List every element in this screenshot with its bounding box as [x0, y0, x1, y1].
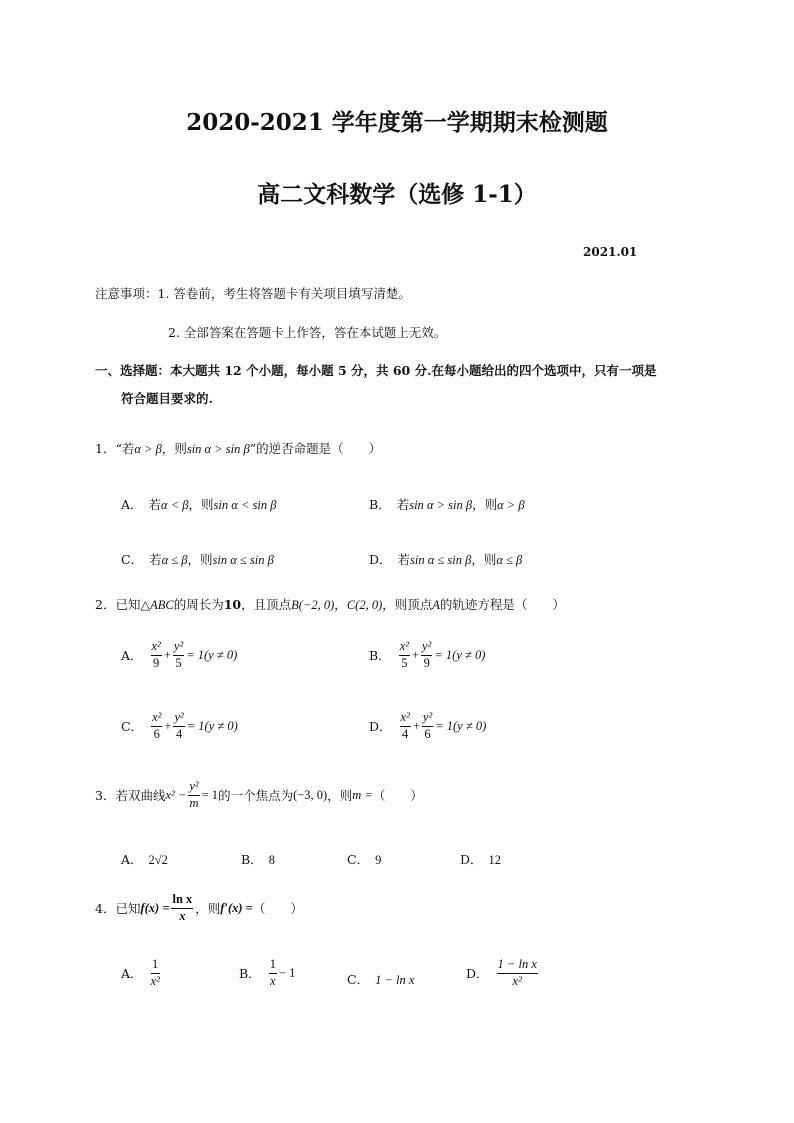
option-value: 1 − ln x — [375, 973, 415, 987]
math-expression: C(2, 0) — [346, 598, 383, 612]
denominator: 9 — [423, 655, 430, 670]
question-text: ，则 — [195, 901, 221, 917]
numerator: y² — [422, 711, 433, 727]
numerator: x² — [399, 640, 410, 656]
math-expression: α > β — [134, 442, 162, 456]
fraction — [421, 640, 432, 671]
option-value: 8 — [268, 853, 275, 867]
question-1-option-a[interactable] — [121, 495, 276, 513]
numerator: y² — [173, 640, 184, 656]
option-text: ，则 — [187, 552, 213, 567]
fraction — [151, 640, 162, 671]
question-text: 已知 — [115, 901, 141, 917]
fraction — [269, 958, 277, 989]
option-label: C． — [347, 852, 370, 867]
denominator: 6 — [153, 726, 160, 741]
math-expression: m = — [352, 787, 373, 802]
option-label: D． — [466, 966, 489, 982]
question-2-option-a[interactable]: A． $\frac{\text{x²}}{9}$ + $\frac{\text{y²}}{5}$ = 1(y ≠ 0) — [121, 639, 238, 670]
fraction — [188, 780, 199, 811]
question-number: 2． — [95, 597, 116, 612]
question-4-stem — [95, 893, 303, 924]
question-2-option-b[interactable]: B． $\frac{\text{x²}}{5}$ + $\frac{\text{y²}}{9}$ = 1(y ≠ 0) — [369, 639, 486, 670]
question-text: ， — [334, 597, 347, 612]
math-expression: = 1(y ≠ 0) — [186, 718, 238, 733]
question-3-stem — [95, 780, 423, 811]
option-value: 12 — [488, 853, 502, 867]
math-expression: = 1(y ≠ 0) — [186, 647, 238, 662]
math-expression: B(−2, 0) — [291, 598, 335, 612]
question-4-option-c[interactable] — [347, 970, 414, 988]
numerator: 1 — [151, 958, 160, 974]
numerator: 1 − ln x — [497, 958, 538, 974]
question-text: “若 — [115, 441, 135, 456]
math-expression: α < β — [161, 498, 189, 512]
option-text: 若 — [149, 552, 162, 567]
option-text: ，则 — [471, 552, 497, 567]
option-label: A． — [121, 852, 143, 867]
option-label: D． — [460, 852, 483, 867]
fraction — [171, 893, 193, 924]
option-text: 若 — [396, 497, 410, 512]
section-heading-line-1: 一、选择题：本大题共 12 个小题，每小题 5 分，共 60 分.在每小题给出的四个选项中，只有一项是 — [95, 363, 657, 378]
numerator: x² — [151, 711, 162, 727]
math-expression: 10 — [223, 597, 242, 612]
math-expression: = 1(y ≠ 0) — [435, 718, 487, 733]
question-4-option-d[interactable] — [466, 958, 540, 989]
question-4-option-a[interactable] — [121, 958, 162, 989]
option-value: 2√2 — [148, 853, 168, 867]
denominator: x² — [512, 973, 522, 988]
math-expression: sin α ≤ sin β — [212, 553, 274, 567]
question-1-stem — [95, 439, 381, 457]
option-label: B． — [241, 852, 263, 867]
fraction — [422, 711, 433, 742]
notes-item-1: 1. 答卷前，考生将答题卡有关项目填写清楚。 — [157, 286, 411, 301]
math-expression: sin α > sin β — [409, 498, 473, 512]
math-expression: sin α < sin β — [213, 498, 277, 512]
exam-title: 2020-2021 学年度第一学期期末检测题 — [186, 109, 608, 136]
fraction — [173, 711, 184, 742]
numerator: y² — [188, 780, 199, 796]
question-1-option-b[interactable] — [369, 495, 525, 513]
denominator: m — [189, 795, 199, 810]
fraction — [399, 640, 410, 671]
math-expression: x² − — [165, 787, 187, 802]
question-text: 的周长为 — [173, 597, 224, 612]
math-expression: α ≤ β — [496, 553, 523, 567]
option-text: 若 — [148, 497, 162, 512]
question-text: 的轨迹方程是（ ） — [439, 597, 565, 612]
exam-date: 2021.01 — [583, 245, 638, 259]
question-number: 3． — [95, 788, 116, 804]
denominator: 6 — [424, 726, 431, 741]
question-2-option-d[interactable]: D． $\frac{\text{x²}}{4}$ + $\frac{\text{y²}}{6}$ = 1(y ≠ 0) — [369, 710, 487, 741]
math-expression: = 1 — [201, 787, 219, 802]
notes-item-2: 2. 全部答案在答题卡上作答，答在本试题上无效。 — [168, 325, 447, 340]
math-expression: sin α > sin β — [186, 442, 250, 456]
math-expression: f(x) = — [140, 900, 170, 915]
denominator: 5 — [175, 655, 182, 670]
question-4-option-b[interactable] — [239, 958, 295, 989]
numerator: 1 — [269, 958, 277, 974]
option-value: 9 — [375, 853, 382, 867]
option-text: ，则 — [472, 497, 498, 512]
fraction — [400, 711, 411, 742]
question-number: 1． — [95, 441, 116, 456]
math-expression: α > β — [497, 498, 525, 512]
question-text: 若双曲线 — [115, 788, 166, 804]
fraction — [497, 958, 538, 989]
notes-line-1 — [95, 284, 411, 302]
option-label: A． — [121, 497, 143, 512]
math-expression: sin α ≤ sin β — [410, 553, 472, 567]
option-label: A． — [121, 966, 143, 982]
option-label: C． — [121, 719, 144, 735]
option-label: D． — [369, 719, 392, 735]
question-2-stem — [95, 595, 565, 613]
question-text: ，则 — [161, 441, 187, 456]
notes-label: 注意事项： — [95, 286, 158, 301]
denominator: 5 — [401, 655, 408, 670]
question-text: ，则顶点 — [382, 597, 433, 612]
denominator: 4 — [175, 726, 183, 741]
option-label: B． — [369, 648, 391, 664]
question-text: ”的逆否命题是（ ） — [249, 441, 382, 456]
math-expression: = 1(y ≠ 0) — [434, 647, 486, 662]
question-text: 的一个焦点为 — [218, 788, 294, 804]
question-text: （ ） — [252, 901, 303, 917]
fraction — [151, 958, 160, 989]
option-text: 若 — [397, 552, 411, 567]
option-text: ，则 — [188, 497, 214, 512]
question-3-option-d[interactable] — [460, 850, 501, 868]
question-1-option-c[interactable] — [121, 550, 274, 568]
math-expression: α ≤ β — [161, 553, 188, 567]
fraction — [151, 711, 162, 742]
question-2-option-c[interactable]: C． $\frac{\text{x²}}{6}$ + $\frac{\text{y²}}{4}$ = 1(y ≠ 0) — [121, 710, 238, 741]
numerator: x² — [400, 711, 411, 727]
option-label: A． — [121, 648, 143, 664]
option-label: B． — [239, 966, 261, 982]
math-expression: A — [432, 598, 440, 612]
question-3-option-a[interactable] — [121, 850, 168, 868]
option-label: D． — [369, 552, 392, 567]
numerator: x² — [151, 640, 162, 656]
option-label: B． — [369, 497, 391, 512]
exam-subtitle: 高二文科数学（选修 1-1） — [257, 181, 537, 208]
question-text: ，且顶点 — [241, 597, 292, 612]
option-label: C． — [121, 552, 144, 567]
denominator: x — [270, 973, 276, 988]
option-label: C． — [347, 972, 370, 987]
section-heading-line-2: 符合题目要求的. — [121, 391, 213, 406]
math-expression: f′(x) = — [220, 900, 253, 915]
question-3-option-c[interactable] — [347, 850, 381, 868]
math-expression: (−3, 0) — [293, 787, 328, 802]
denominator: 4 — [402, 726, 409, 741]
question-text: 已知 — [115, 597, 141, 612]
question-1-option-d[interactable] — [369, 550, 522, 568]
question-text: （ ） — [372, 788, 423, 804]
question-3-option-b[interactable] — [241, 850, 275, 868]
denominator: 9 — [153, 655, 160, 670]
question-text: ，则 — [327, 788, 353, 804]
numerator: y² — [173, 711, 184, 727]
denominator: x — [179, 908, 186, 923]
math-expression: − 1 — [278, 965, 296, 980]
numerator: ln x — [171, 893, 193, 909]
numerator: y² — [421, 640, 432, 656]
fraction — [173, 640, 184, 671]
denominator: x² — [150, 973, 160, 988]
question-number: 4． — [95, 901, 116, 917]
math-expression: △ABC — [140, 598, 174, 612]
